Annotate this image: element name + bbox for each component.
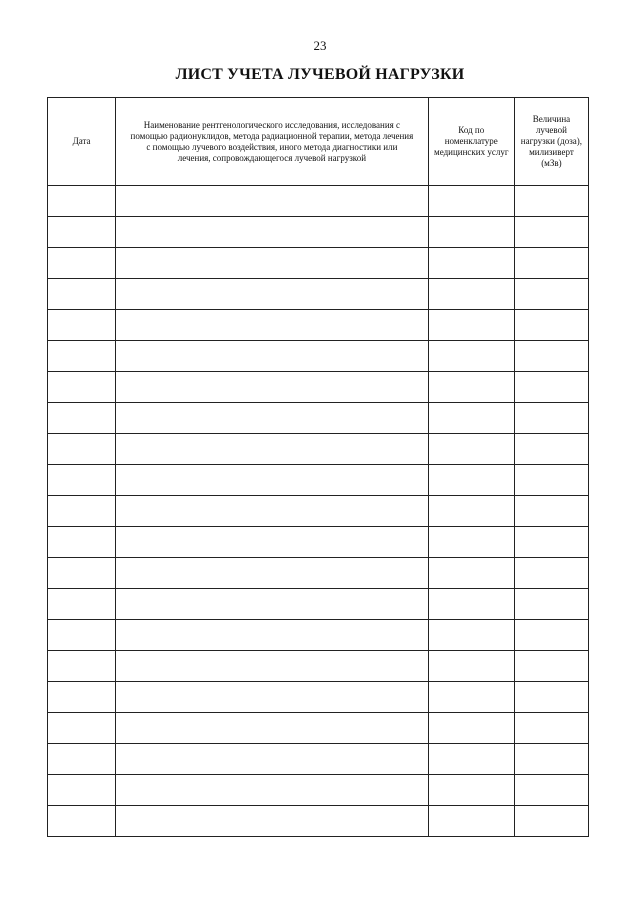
table-row bbox=[48, 558, 589, 589]
procedure-name-cell[interactable] bbox=[116, 279, 429, 310]
dose-cell[interactable] bbox=[514, 186, 588, 217]
dose-cell[interactable] bbox=[514, 372, 588, 403]
procedure-name-cell[interactable] bbox=[116, 217, 429, 248]
dose-cell[interactable] bbox=[514, 775, 588, 806]
procedure-name-cell[interactable] bbox=[116, 496, 429, 527]
date-cell[interactable] bbox=[48, 713, 116, 744]
date-cell[interactable] bbox=[48, 217, 116, 248]
table-row bbox=[48, 682, 589, 713]
header-date-label: Дата bbox=[72, 136, 91, 146]
dose-cell[interactable] bbox=[514, 620, 588, 651]
service-code-cell[interactable] bbox=[428, 310, 514, 341]
service-code-cell[interactable] bbox=[428, 217, 514, 248]
procedure-name-cell[interactable] bbox=[116, 806, 429, 837]
table-header-row bbox=[48, 98, 589, 186]
service-code-cell[interactable] bbox=[428, 496, 514, 527]
procedure-name-cell[interactable] bbox=[116, 186, 429, 217]
table-row bbox=[48, 806, 589, 837]
procedure-name-cell[interactable] bbox=[116, 589, 429, 620]
procedure-name-cell[interactable] bbox=[116, 620, 429, 651]
date-cell[interactable] bbox=[48, 620, 116, 651]
dose-cell[interactable] bbox=[514, 527, 588, 558]
service-code-cell[interactable] bbox=[428, 651, 514, 682]
dose-cell[interactable] bbox=[514, 589, 588, 620]
date-cell[interactable] bbox=[48, 589, 116, 620]
procedure-name-cell[interactable] bbox=[116, 403, 429, 434]
table-row bbox=[48, 372, 589, 403]
dose-cell[interactable] bbox=[514, 806, 588, 837]
service-code-cell[interactable] bbox=[428, 279, 514, 310]
procedure-name-cell[interactable] bbox=[116, 651, 429, 682]
date-cell[interactable] bbox=[48, 310, 116, 341]
header-service-code-label: Код по номенклатуре медицинских услуг bbox=[434, 125, 509, 157]
table-row bbox=[48, 403, 589, 434]
date-cell[interactable] bbox=[48, 682, 116, 713]
date-cell[interactable] bbox=[48, 806, 116, 837]
service-code-cell[interactable] bbox=[428, 403, 514, 434]
date-cell[interactable] bbox=[48, 341, 116, 372]
service-code-cell[interactable] bbox=[428, 465, 514, 496]
procedure-name-cell[interactable] bbox=[116, 558, 429, 589]
table-row bbox=[48, 186, 589, 217]
table-row bbox=[48, 589, 589, 620]
header-dose-label: Величина лучевой нагрузки (доза), милизиверт (мЗв) bbox=[520, 114, 583, 168]
date-cell[interactable] bbox=[48, 279, 116, 310]
service-code-cell[interactable] bbox=[428, 527, 514, 558]
dose-cell[interactable] bbox=[514, 279, 588, 310]
service-code-cell[interactable] bbox=[428, 620, 514, 651]
procedure-name-cell[interactable] bbox=[116, 248, 429, 279]
procedure-name-cell[interactable] bbox=[116, 310, 429, 341]
table-row bbox=[48, 279, 589, 310]
service-code-cell[interactable] bbox=[428, 744, 514, 775]
service-code-cell[interactable] bbox=[428, 775, 514, 806]
header-date bbox=[48, 98, 116, 186]
date-cell[interactable] bbox=[48, 496, 116, 527]
dose-cell[interactable] bbox=[514, 403, 588, 434]
procedure-name-cell[interactable] bbox=[116, 775, 429, 806]
procedure-name-cell[interactable] bbox=[116, 744, 429, 775]
table-row bbox=[48, 713, 589, 744]
dose-cell[interactable] bbox=[514, 465, 588, 496]
dose-cell[interactable] bbox=[514, 341, 588, 372]
table-row bbox=[48, 620, 589, 651]
header-service-code bbox=[428, 98, 514, 186]
header-procedure-name-label: Наименование рентгенологического исследования, исследования с помощью радионуклидов, метода радиационной терапии, метода лечения с помощью лучевого воздействия, иного метода диагностики или лечения, сопровождающегося лучевой нагрузкой bbox=[130, 119, 414, 163]
date-cell[interactable] bbox=[48, 465, 116, 496]
date-cell[interactable] bbox=[48, 651, 116, 682]
date-cell[interactable] bbox=[48, 248, 116, 279]
dose-cell[interactable] bbox=[514, 217, 588, 248]
table-row bbox=[48, 775, 589, 806]
date-cell[interactable] bbox=[48, 527, 116, 558]
table-row bbox=[48, 310, 589, 341]
table-row bbox=[48, 465, 589, 496]
date-cell[interactable] bbox=[48, 403, 116, 434]
dose-cell[interactable] bbox=[514, 496, 588, 527]
table-row bbox=[48, 496, 589, 527]
dose-cell[interactable] bbox=[514, 651, 588, 682]
procedure-name-cell[interactable] bbox=[116, 341, 429, 372]
document-title: ЛИСТ УЧЕТА ЛУЧЕВОЙ НАГРУЗКИ bbox=[175, 66, 465, 83]
procedure-name-cell[interactable] bbox=[116, 682, 429, 713]
table-body bbox=[48, 186, 589, 837]
table-row bbox=[48, 651, 589, 682]
service-code-cell[interactable] bbox=[428, 248, 514, 279]
service-code-cell[interactable] bbox=[428, 372, 514, 403]
procedure-name-cell[interactable] bbox=[116, 713, 429, 744]
date-cell[interactable] bbox=[48, 558, 116, 589]
service-code-cell[interactable] bbox=[428, 589, 514, 620]
page-number: 23 bbox=[313, 38, 327, 53]
radiation-load-table bbox=[47, 97, 589, 837]
table-row bbox=[48, 248, 589, 279]
procedure-name-cell[interactable] bbox=[116, 527, 429, 558]
dose-cell[interactable] bbox=[514, 713, 588, 744]
date-cell[interactable] bbox=[48, 775, 116, 806]
dose-cell[interactable] bbox=[514, 744, 588, 775]
dose-cell[interactable] bbox=[514, 434, 588, 465]
table-row bbox=[48, 744, 589, 775]
procedure-name-cell[interactable] bbox=[116, 465, 429, 496]
service-code-cell[interactable] bbox=[428, 558, 514, 589]
service-code-cell[interactable] bbox=[428, 434, 514, 465]
service-code-cell[interactable] bbox=[428, 713, 514, 744]
header-dose bbox=[514, 98, 588, 186]
dose-cell[interactable] bbox=[514, 310, 588, 341]
table-row bbox=[48, 434, 589, 465]
service-code-cell[interactable] bbox=[428, 186, 514, 217]
table-row bbox=[48, 527, 589, 558]
service-code-cell[interactable] bbox=[428, 341, 514, 372]
date-cell[interactable] bbox=[48, 186, 116, 217]
header-procedure-name bbox=[116, 98, 429, 186]
date-cell[interactable] bbox=[48, 434, 116, 465]
dose-cell[interactable] bbox=[514, 248, 588, 279]
table-row bbox=[48, 217, 589, 248]
dose-cell[interactable] bbox=[514, 558, 588, 589]
table-row bbox=[48, 341, 589, 372]
procedure-name-cell[interactable] bbox=[116, 434, 429, 465]
service-code-cell[interactable] bbox=[428, 806, 514, 837]
service-code-cell[interactable] bbox=[428, 682, 514, 713]
dose-cell[interactable] bbox=[514, 682, 588, 713]
date-cell[interactable] bbox=[48, 372, 116, 403]
date-cell[interactable] bbox=[48, 744, 116, 775]
procedure-name-cell[interactable] bbox=[116, 372, 429, 403]
